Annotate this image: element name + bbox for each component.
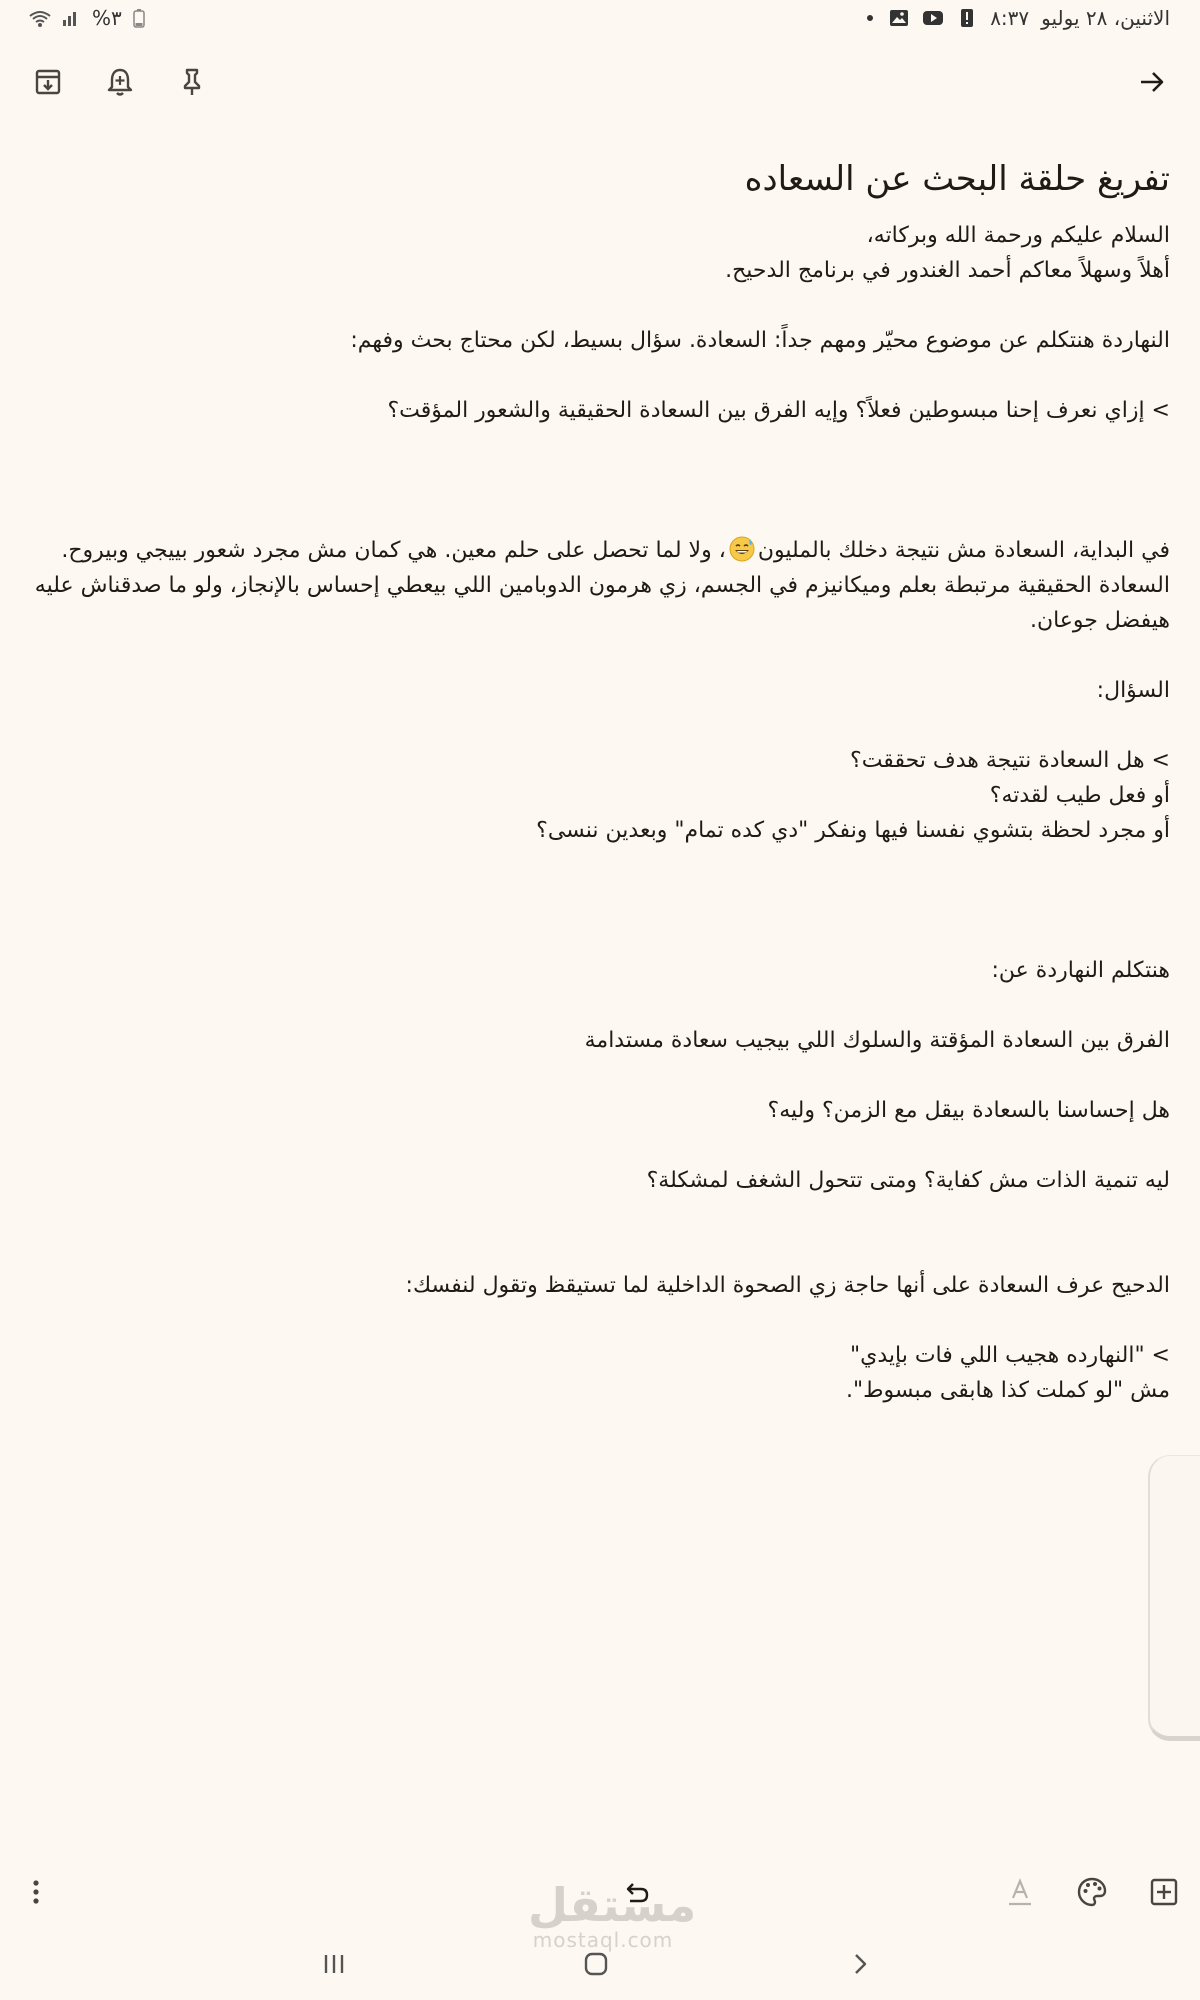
pin-icon xyxy=(176,66,208,98)
recents-icon xyxy=(319,1949,349,1979)
battery-icon xyxy=(132,8,154,28)
edge-panel-handle[interactable] xyxy=(1148,1455,1200,1741)
status-time: ٨:٣٧ xyxy=(990,6,1030,30)
recent-apps-button[interactable] xyxy=(304,1940,364,1988)
palette-icon xyxy=(1076,1876,1108,1908)
arrow-right-icon xyxy=(1136,66,1168,98)
question-label: السؤال: xyxy=(1096,678,1170,703)
beginning-text-a: في البداية، السعادة مش نتيجة دخلك بالمليون xyxy=(757,538,1170,563)
status-bar xyxy=(0,0,1200,36)
nav-back-button[interactable] xyxy=(830,1940,890,1988)
background-color-button[interactable] xyxy=(1068,1868,1116,1916)
alert-notification-icon xyxy=(956,8,978,28)
greeting-line-1: السلام عليكم ورحمة الله وبركاته، xyxy=(866,223,1170,248)
topic-2: هل إحساسنا بالسعادة بيقل مع الزمن؟ وليه؟ xyxy=(767,1098,1170,1123)
note-editor[interactable] xyxy=(22,150,1170,1408)
system-nav-bar xyxy=(0,1940,1200,1990)
first-quote: > إزاي نعرف إحنا مبسوطين فعلاً؟ وإيه الفرق بين السعادة الحقيقية والشعور المؤقت؟ xyxy=(387,398,1170,423)
definition-paragraph: الدحيح عرف السعادة على أنها حاجة زي الصحوة الداخلية لما تستيقظ وتقول لنفسك: xyxy=(405,1273,1170,1298)
more-notifications-dot-icon xyxy=(854,8,876,28)
beginning-text-b: ، ولا لما تحصل على حلم معين. هي كمان مش مجرد شعور بييجي وبيروح. السعادة الحقيقية مرتبطة بعلم وميكانيزم في الجسم، زي هرمون الدوبامين اللي بيعطي إحساس بالإنجاز، ولو ما صدقناش عليه هيفضل جوعان. xyxy=(34,538,1170,633)
topic-3: ليه تنمية الذات مش كفاية؟ ومتى تتحول الشغف لمشكلة؟ xyxy=(646,1168,1170,1193)
status-left-group xyxy=(28,6,154,30)
status-date: الاثنين، ٢٨ يوليو xyxy=(1041,6,1170,30)
gallery-notification-icon xyxy=(888,8,910,28)
question-line-3: أو مجرد لحظة بتشوي نفسنا فيها ونفكر "دي كده تمام" وبعدين ننسى؟ xyxy=(536,818,1170,843)
greeting-line-2: أهلاً وسهلاً معاكم أحمد الغندور في برنامج الدحيح. xyxy=(725,258,1170,283)
text-format-button[interactable] xyxy=(996,1868,1044,1916)
topic-1: الفرق بين السعادة المؤقتة والسلوك اللي بيجيب سعادة مستدامة xyxy=(584,1028,1170,1053)
top-toolbar xyxy=(0,58,1200,108)
beginning-paragraph xyxy=(22,533,1170,638)
watermark-domain: mostaql.com xyxy=(532,1928,674,1952)
signal-icon xyxy=(60,8,82,28)
archive-icon xyxy=(32,66,64,98)
intro-paragraph: النهاردة هنتكلم عن موضوع محيّر ومهم جداً: السعادة. سؤال بسيط، لكن محتاج بحث وفهم: xyxy=(350,328,1170,353)
question-line-1: > هل السعادة نتيجة هدف تحققت؟ xyxy=(850,748,1170,773)
grinning-sweat-emoji-icon xyxy=(729,536,755,562)
question-line-2: أو فعل طيب لقدته؟ xyxy=(989,783,1170,808)
second-quote: > "النهارده هجيب اللي فات بإيدي" xyxy=(849,1343,1170,1368)
status-right-group xyxy=(854,6,1170,30)
text-format-icon xyxy=(1004,1876,1036,1908)
note-body[interactable] xyxy=(22,218,1170,1408)
add-content-button[interactable] xyxy=(1140,1868,1188,1916)
archive-button[interactable] xyxy=(24,58,72,106)
home-button[interactable] xyxy=(566,1940,626,1988)
more-vert-icon xyxy=(20,1876,52,1908)
third-quote: مش "لو كملت كذا هابقى مبسوط". xyxy=(846,1378,1170,1403)
topics-label: هنتكلم النهاردة عن: xyxy=(991,958,1170,983)
wifi-icon xyxy=(28,8,50,28)
more-options-button[interactable] xyxy=(12,1868,60,1916)
back-button[interactable] xyxy=(1128,58,1176,106)
bell-plus-icon xyxy=(104,66,136,98)
youtube-notification-icon xyxy=(922,8,944,28)
note-title[interactable]: تفريغ حلقة البحث عن السعاده xyxy=(744,159,1170,199)
add-box-icon xyxy=(1148,1876,1180,1908)
home-icon xyxy=(581,1949,611,1979)
chevron-right-icon xyxy=(845,1949,875,1979)
watermark-name: مستقل xyxy=(528,1878,697,1932)
reminder-button[interactable] xyxy=(96,58,144,106)
pin-button[interactable] xyxy=(168,58,216,106)
battery-percent: %٣ xyxy=(92,6,122,30)
